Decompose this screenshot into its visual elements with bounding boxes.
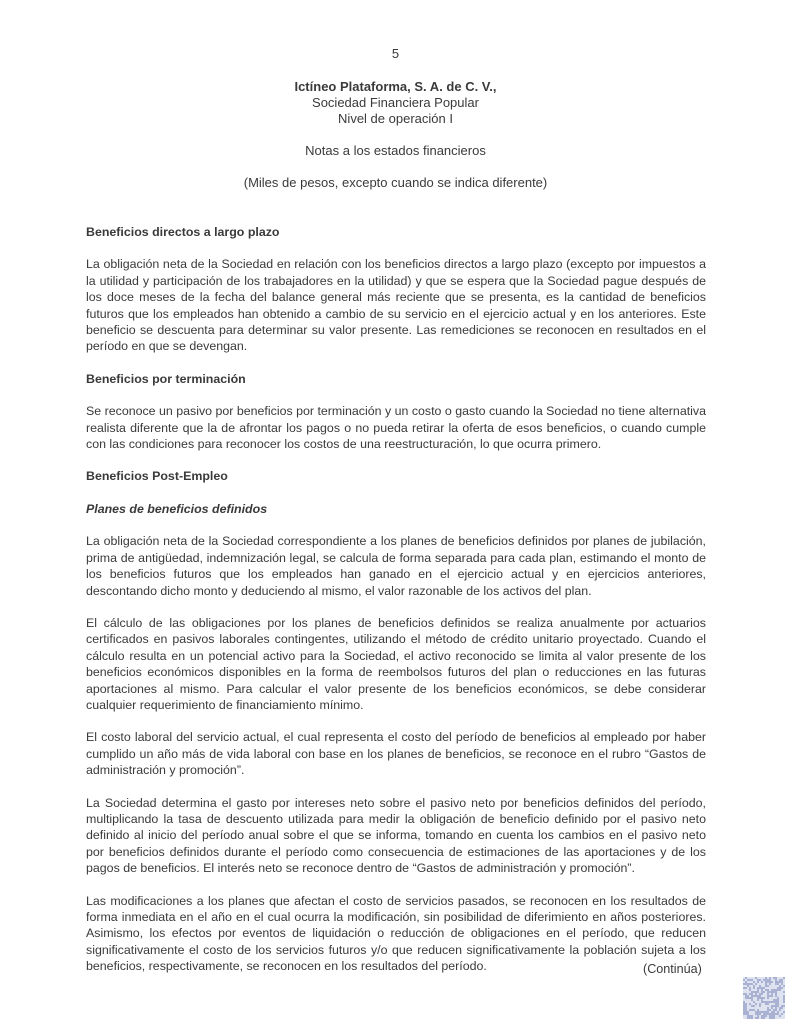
paragraph: La obligación neta de la Sociedad en relación con los beneficios directos a largo plazo (excepto por impuestos a la utilidad y participación de los trabajadores en la utilidad) y que se espera que la Sociedad pague después de los doce meses de la fecha del balance general más reciente que se presenta, es la cantidad de beneficios futuros que los empleados han obtenido a cambio de su servicio en el ejercicio actual y en los anteriores. Este beneficio se descuenta para determinar su valor presente. Las remediciones se reconocen en resultados en el período en que se devengan.: [86, 257, 706, 354]
operation-level: Nivel de operación I: [338, 111, 453, 126]
paragraph: Las modificaciones a los planes que afectan el costo de servicios pasados, se reconocen en los resultados de forma inmediata en el año en el cual ocurra la modificación, sin posibilidad de diferimiento en años posteriores. Asimismo, los efectos por eventos de liquidación o reducción de obligaciones en el período, que reducen significativamente el costo de los servicios futuros y/o que reducen significativamente la población sujeta a los beneficios, respectivamente, se reconocen en los resultados del período.: [86, 893, 706, 974]
page-number: 5: [391, 46, 400, 61]
paragraph: La Sociedad determina el gasto por intereses neto sobre el pasivo neto por beneficios definidos del período, multiplicando la tasa de descuento utilizada para medir la obligación de beneficio definido por el pasivo neto definido al inicio del período anual sobre el que se informa, tomando en cuenta los cambios en el pasivo neto por beneficios definidos durante el período como consecuencia de estimaciones de las aportaciones y de los pagos de beneficios. El interés neto se reconoce dentro de “Gastos de administración y promoción”.: [86, 795, 706, 876]
document-subtitle: (Miles de pesos, excepto cuando se indica diferente): [243, 175, 548, 190]
document-title: Notas a los estados financieros: [305, 143, 486, 158]
paragraph: Se reconoce un pasivo por beneficios por terminación y un costo o gasto cuando la Sociedad no tiene alternativa realista diferente que la de afrontar los pagos o no pueda retirar la oferta de esos beneficios, o cuando cumple con las condiciones para reconocer los costos de una reestructuración, lo que ocurra primero.: [86, 404, 706, 452]
subsection-heading-planes: Planes de beneficios definidos: [86, 501, 268, 516]
section-heading-terminacion: Beneficios por terminación: [86, 371, 246, 386]
company-name: Ictíneo Plataforma, S. A. de C. V.,: [294, 79, 497, 94]
document-body: [86, 224, 706, 975]
paragraph: El costo laboral del servicio actual, el cual representa el costo del período de beneficios al empleado por haber cumplido un año más de vida laboral con base en los planes de beneficios, se reconoce en el rubro “Gastos de administración y promoción”.: [86, 730, 706, 778]
paragraph: La obligación neta de la Sociedad correspondiente a los planes de beneficios definidos por planes de jubilación, prima de antigüedad, indemnización legal, se calcula de forma separada para cada plan, estimando el monto de los beneficios futuros que los empleados han ganado en el ejercicio actual y en ejercicios anteriores, descontando dicho monto y deduciendo al mismo, el valor razonable de los activos del plan.: [86, 534, 706, 598]
qr-code-icon: [743, 977, 785, 1019]
paragraph: El cálculo de las obligaciones por los planes de beneficios definidos se realiza anualmente por actuarios certificados en pasivos laborales contingentes, utilizando el método de crédito unitario proyectado. Cuando el cálculo resulta en un potencial activo para la Sociedad, el activo reconocido se limita al valor presente de los beneficios económicos disponibles en la forma de reembolsos futuros del plan o reducciones en las futuras aportaciones al mismo. Para calcular el valor presente de los beneficios económicos, se debe considerar cualquier requerimiento de financiamiento mínimo.: [86, 615, 706, 712]
document-header: [0, 79, 791, 191]
section-heading-largo-plazo: Beneficios directos a largo plazo: [86, 225, 280, 239]
section-heading-post-empleo: Beneficios Post-Empleo: [86, 469, 228, 484]
company-type: Sociedad Financiera Popular: [312, 95, 479, 110]
continued-label: (Continúa): [643, 962, 702, 976]
